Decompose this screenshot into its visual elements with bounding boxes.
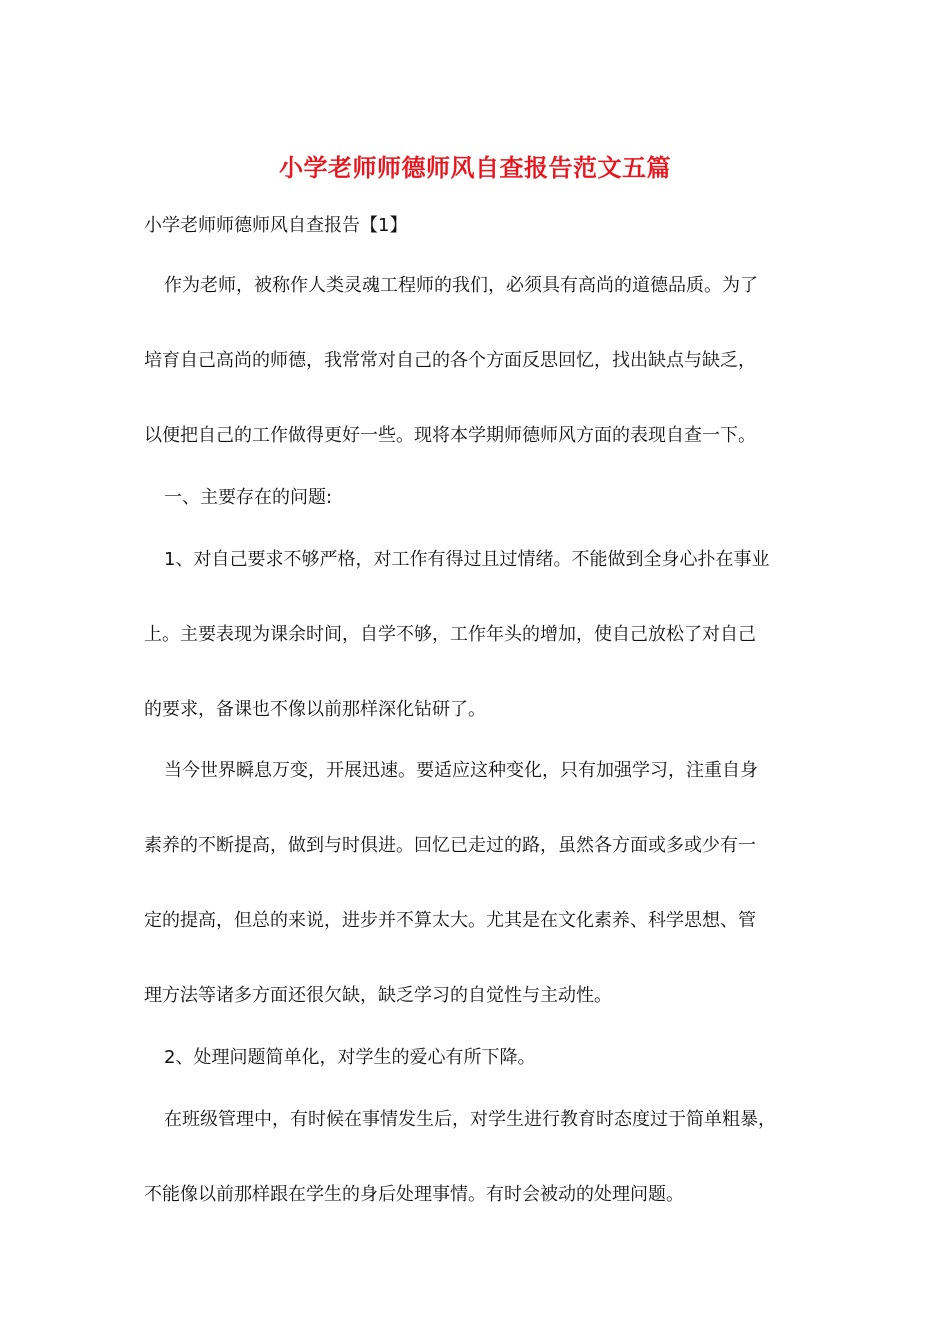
paragraph-line: 素养的不断提高，做到与时俱进。回忆已走过的路，虽然各方面或多或少有一 — [144, 835, 756, 856]
paragraph-line: 当今世界瞬息万变，开展迅速。要适应这种变化，只有加强学习，注重自身 — [164, 760, 758, 781]
paragraph-line: 2、处理问题简单化，对学生的爱心有所下降。 — [164, 1047, 536, 1068]
subsection-heading: 一、主要存在的问题: — [164, 487, 333, 508]
paragraph-line: 定的提高，但总的来说，进步并不算太大。尤其是在文化素养、科学思想、管 — [144, 910, 756, 931]
paragraph-line: 培育自己高尚的师德，我常常对自己的各个方面反思回忆，找出缺点与缺乏， — [144, 350, 756, 371]
paragraph-line: 在班级管理中，有时候在事情发生后，对学生进行教育时态度过于简单粗暴， — [164, 1109, 776, 1130]
paragraph-line: 上。主要表现为课余时间，自学不够，工作年头的增加，使自己放松了对自己 — [144, 624, 756, 645]
paragraph-line: 以便把自己的工作做得更好一些。现将本学期师德师风方面的表现自查一下。 — [144, 425, 756, 446]
paragraph-line: 作为老师，被称作人类灵魂工程师的我们，必须具有高尚的道德品质。为了 — [164, 275, 758, 296]
document-title: 小学老师师德师风自查报告范文五篇 — [279, 153, 671, 182]
paragraph-line: 不能像以前那样跟在学生的身后处理事情。有时会被动的处理问题。 — [144, 1184, 684, 1205]
paragraph-line: 1、对自己要求不够严格，对工作有得过且过情绪。不能做到全身心扑在事业 — [164, 549, 770, 570]
paragraph-line: 理方法等诸多方面还很欠缺，缺乏学习的自觉性与主动性。 — [144, 985, 612, 1006]
paragraph-line: 的要求，备课也不像以前那样深化钻研了。 — [144, 699, 486, 720]
section-heading: 小学老师师德师风自查报告【1】 — [144, 215, 408, 236]
